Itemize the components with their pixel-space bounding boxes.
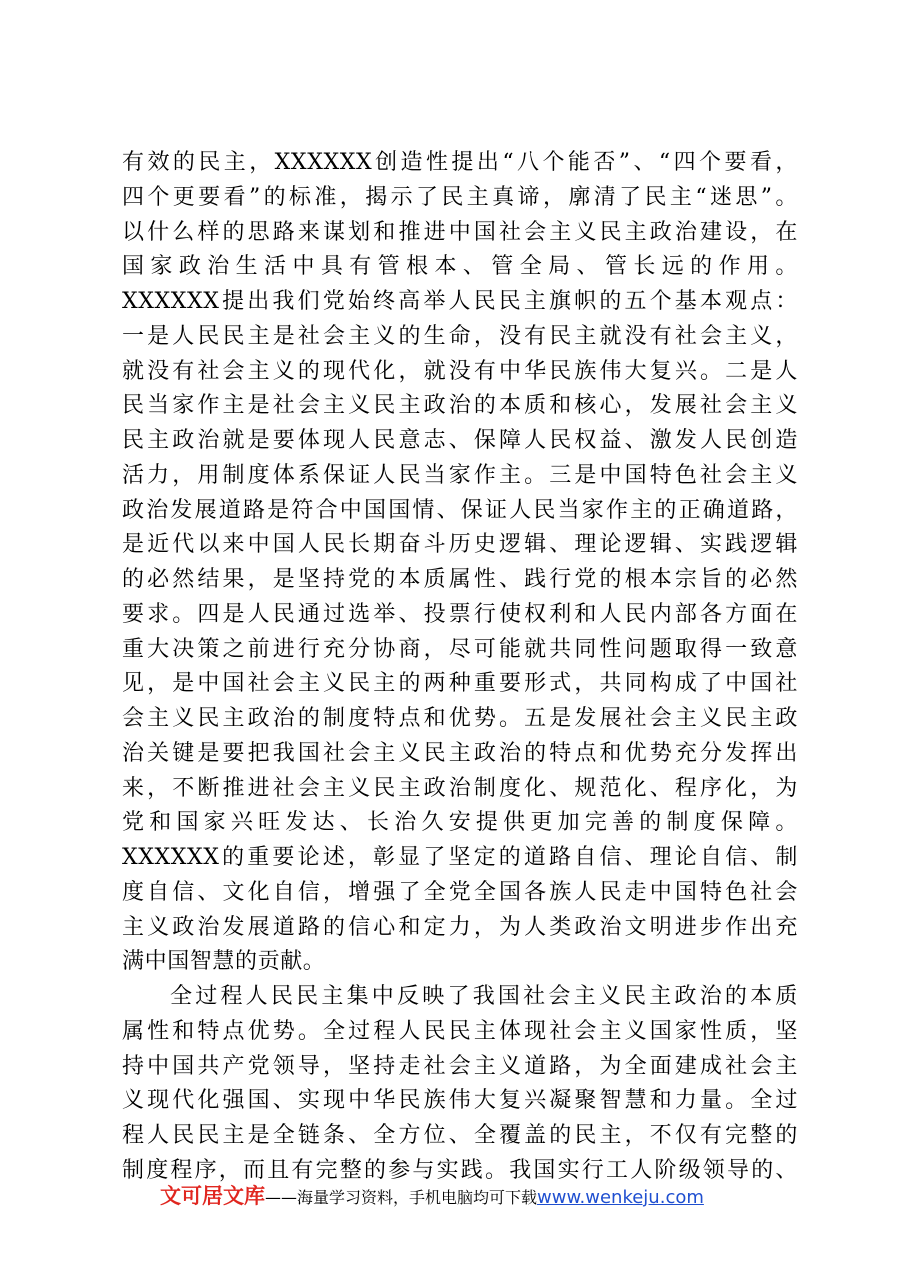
text-line: 以什么样的思路来谋划和推进中国社会主义民主政治建设，在 <box>122 219 798 245</box>
text-line: XXXXXX的重要论述，彰显了坚定的道路自信、理论自信、制 <box>122 845 798 870</box>
paragraph-1 <box>122 146 798 980</box>
footer-slogan: ——海量学习资料，手机电脑均可下载 <box>265 1188 538 1207</box>
text-line: 民当家作主是社会主义民主政治的本质和核心，发展社会主义 <box>122 393 798 419</box>
text-line: 满中国智慧的贡献。 <box>122 949 326 975</box>
text-line: 一是人民民主是社会主义的生命，没有民主就没有社会主义， <box>122 323 798 349</box>
text-line: 要求。四是人民通过选举、投票行使权利和人民内部各方面在 <box>122 601 798 627</box>
text-line: 会主义民主政治的制度特点和优势。五是发展社会主义民主政 <box>122 706 798 731</box>
text-line: 制度程序，而且有完整的参与实践。我国实行工人阶级领导的、 <box>122 1157 798 1183</box>
text-line: 见，是中国社会主义民主的两种重要形式，共同构成了中国社 <box>122 671 798 697</box>
text-line: 就没有社会主义的现代化，就没有中华民族伟大复兴。二是人 <box>122 358 798 384</box>
text-line: 重大决策之前进行充分协商，尽可能就共同性问题取得一致意 <box>122 636 798 662</box>
document-body <box>122 146 798 1189</box>
website-link[interactable]: www.wenkeju.com <box>537 1187 704 1208</box>
text-line: 度自信、文化自信，增强了全党全国各族人民走中国特色社会 <box>122 879 798 905</box>
text-line: XXXXXX提出我们党始终高举人民民主旗帜的五个基本观点： <box>122 289 798 314</box>
text-line: 活力，用制度体系保证人民当家作主。三是中国特色社会主义 <box>122 462 798 488</box>
text-line: 民主政治就是要体现人民意志、保障人民权益、激发人民创造 <box>122 428 798 453</box>
text-line: 治关键是要把我国社会主义民主政治的特点和优势充分发挥出 <box>122 740 798 766</box>
footer-banner <box>160 1180 800 1212</box>
text-line: 四个更要看”的标准，揭示了民主真谛，廓清了民主“迷思”。 <box>122 184 798 210</box>
text-line: 有效的民主，XXXXXX创造性提出“八个能否”、“四个要看， <box>122 150 798 175</box>
text-line: 程人民民主是全链条、全方位、全覆盖的民主，不仅有完整的 <box>122 1123 798 1148</box>
text-line: 持中国共产党领导，坚持走社会主义道路，为全面建成社会主 <box>122 1053 798 1079</box>
text-line: 来，不断推进社会主义民主政治制度化、规范化、程序化，为 <box>122 775 798 801</box>
text-line: 是近代以来中国人民长期奋斗历史逻辑、理论逻辑、实践逻辑 <box>122 532 798 558</box>
paragraph-2 <box>122 980 798 1189</box>
text-line: 属性和特点优势。全过程人民民主体现社会主义国家性质，坚 <box>122 1018 798 1044</box>
text-line: 党和国家兴旺发达、长治久安提供更加完善的制度保障。 <box>122 810 798 836</box>
text-line: 政治发展道路是符合中国国情、保证人民当家作主的正确道路， <box>122 497 798 523</box>
text-line: 全过程人民民主集中反映了我国社会主义民主政治的本质 <box>170 984 798 1009</box>
brand-name: 文可居文库 <box>160 1184 265 1208</box>
text-line: 义现代化强国、实现中华民族伟大复兴凝聚智慧和力量。全过 <box>122 1088 798 1114</box>
text-line: 主义政治发展道路的信心和定力，为人类政治文明进步作出充 <box>122 914 798 940</box>
text-line: 的必然结果，是坚持党的本质属性、践行党的根本宗旨的必然 <box>122 567 798 592</box>
text-line: 国家政治生活中具有管根本、管全局、管长远的作用。 <box>122 254 798 280</box>
